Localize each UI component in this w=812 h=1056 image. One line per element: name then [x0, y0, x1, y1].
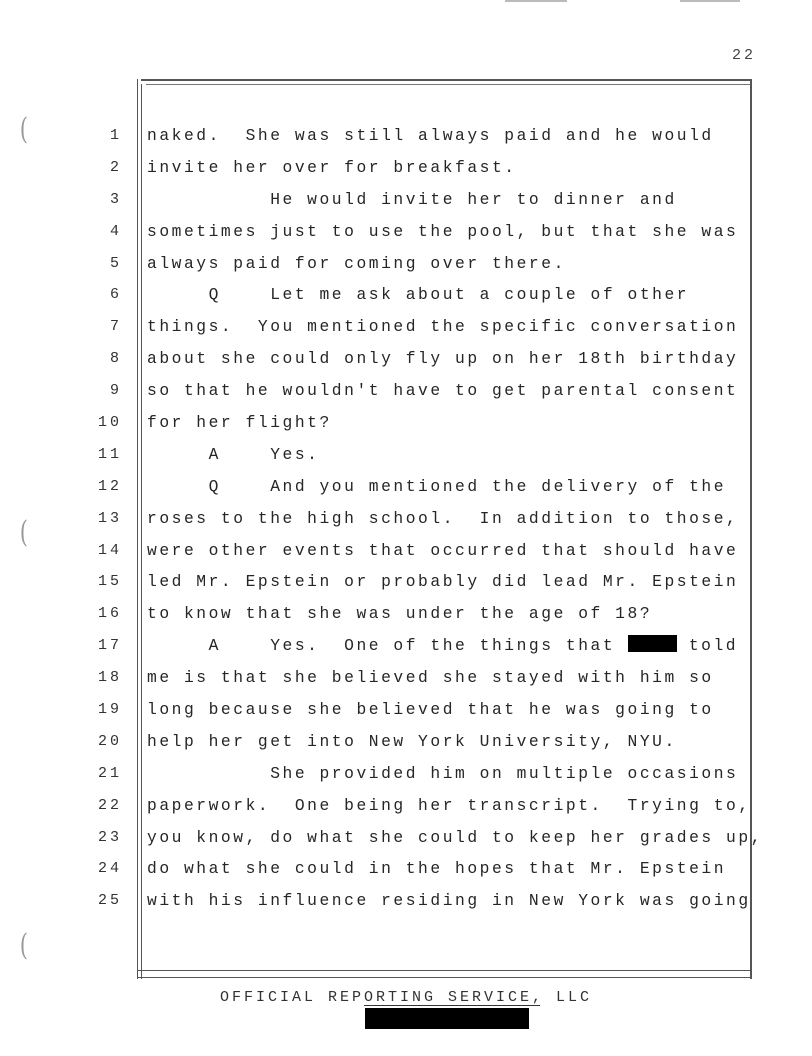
- line-text-after-redaction: told: [676, 636, 739, 656]
- transcript-line: things. You mentioned the specific conversation: [147, 317, 739, 337]
- line-number: 14: [97, 541, 122, 559]
- transcript-line: invite her over for breakfast.: [147, 157, 517, 177]
- line-number: 19: [97, 701, 122, 719]
- margin-paren-1: (: [19, 112, 28, 147]
- margin-paren-3: (: [19, 928, 28, 963]
- line-number: 12: [97, 477, 122, 495]
- footer-underline: [364, 1005, 540, 1006]
- frame-left-rule: [137, 79, 138, 979]
- line-number: 15: [97, 573, 122, 591]
- transcript-line-redacted: [147, 634, 747, 666]
- line-number: 18: [97, 669, 122, 687]
- line-number: 4: [109, 222, 122, 240]
- transcript-line: Q And you mentioned the delivery of the: [147, 476, 727, 496]
- footer-reporter: OFFICIAL REPORTING SERVICE, LLC: [219, 989, 593, 1006]
- line-number: 9: [109, 382, 122, 400]
- line-number: 16: [97, 605, 122, 623]
- frame-bottom-rule-outer: [137, 977, 752, 978]
- line-text-before-redaction: A Yes. One of the things that: [147, 636, 628, 656]
- transcript-line: me is that she believed she stayed with him so: [147, 668, 714, 688]
- transcript-line: so that he wouldn't have to get parental consent: [147, 381, 739, 401]
- transcript-body: [147, 124, 764, 921]
- line-number: 7: [109, 318, 122, 336]
- transcript-line: were other events that occurred that should have: [147, 540, 739, 560]
- line-number: 22: [97, 796, 122, 814]
- line-number: 3: [109, 190, 122, 208]
- transcript-line: She provided him on multiple occasions: [147, 763, 739, 783]
- transcript-line: about she could only fly up on her 18th birthday: [147, 349, 739, 369]
- frame-left-rule-inner: [141, 84, 142, 979]
- top-scan-mark-2: [680, 0, 740, 2]
- transcript-line: paperwork. One being her transcript. Trying to,: [147, 795, 751, 815]
- transcript-line: for her flight?: [147, 413, 332, 433]
- transcript-line: help her get into New York University, NYU.: [147, 731, 677, 751]
- line-number: 21: [97, 764, 122, 782]
- footer-redaction-bar: [365, 1008, 529, 1029]
- line-number: 6: [109, 286, 122, 304]
- line-number: 2: [109, 158, 122, 176]
- transcript-line: naked. She was still always paid and he would: [147, 126, 714, 145]
- line-number: 25: [97, 892, 122, 910]
- line-number: 24: [97, 860, 122, 878]
- top-scan-mark-1: [505, 0, 567, 2]
- transcript-line: with his influence residing in New York was going: [147, 891, 751, 911]
- transcript-line: to know that she was under the age of 18?: [147, 604, 653, 624]
- line-number: 5: [109, 254, 122, 272]
- transcript-line: led Mr. Epstein or probably did lead Mr. Epstein: [147, 572, 739, 592]
- margin-paren-2: (: [19, 515, 28, 550]
- transcript-line: do what she could in the hopes that Mr. Epstein: [147, 859, 727, 879]
- transcript-line: always paid for coming over there.: [147, 253, 566, 273]
- transcript-line: Q Let me ask about a couple of other: [147, 285, 690, 305]
- line-number: 10: [97, 414, 122, 432]
- redaction-bar: [628, 635, 677, 652]
- frame-top-rule-inner: [146, 84, 750, 85]
- line-number: 1: [109, 127, 122, 144]
- line-number: 23: [97, 828, 122, 846]
- line-number: 11: [97, 445, 122, 463]
- transcript-line: long because she believed that he was going to: [147, 700, 714, 720]
- transcript-line: A Yes.: [147, 444, 320, 464]
- line-number: 20: [97, 732, 122, 750]
- line-number-column: [80, 124, 122, 921]
- line-number: 17: [97, 637, 122, 655]
- transcript-line: you know, do what she could to keep her grades up,: [147, 827, 764, 847]
- line-number: 8: [109, 350, 122, 368]
- page-number: 22: [731, 47, 756, 64]
- transcript-line: roses to the high school. In addition to those,: [147, 508, 739, 528]
- transcript-line: He would invite her to dinner and: [147, 189, 677, 209]
- frame-bottom-rule: [137, 970, 752, 971]
- frame-top-rule: [141, 79, 751, 81]
- transcript-line: sometimes just to use the pool, but that she was: [147, 221, 739, 241]
- line-number: 13: [97, 509, 122, 527]
